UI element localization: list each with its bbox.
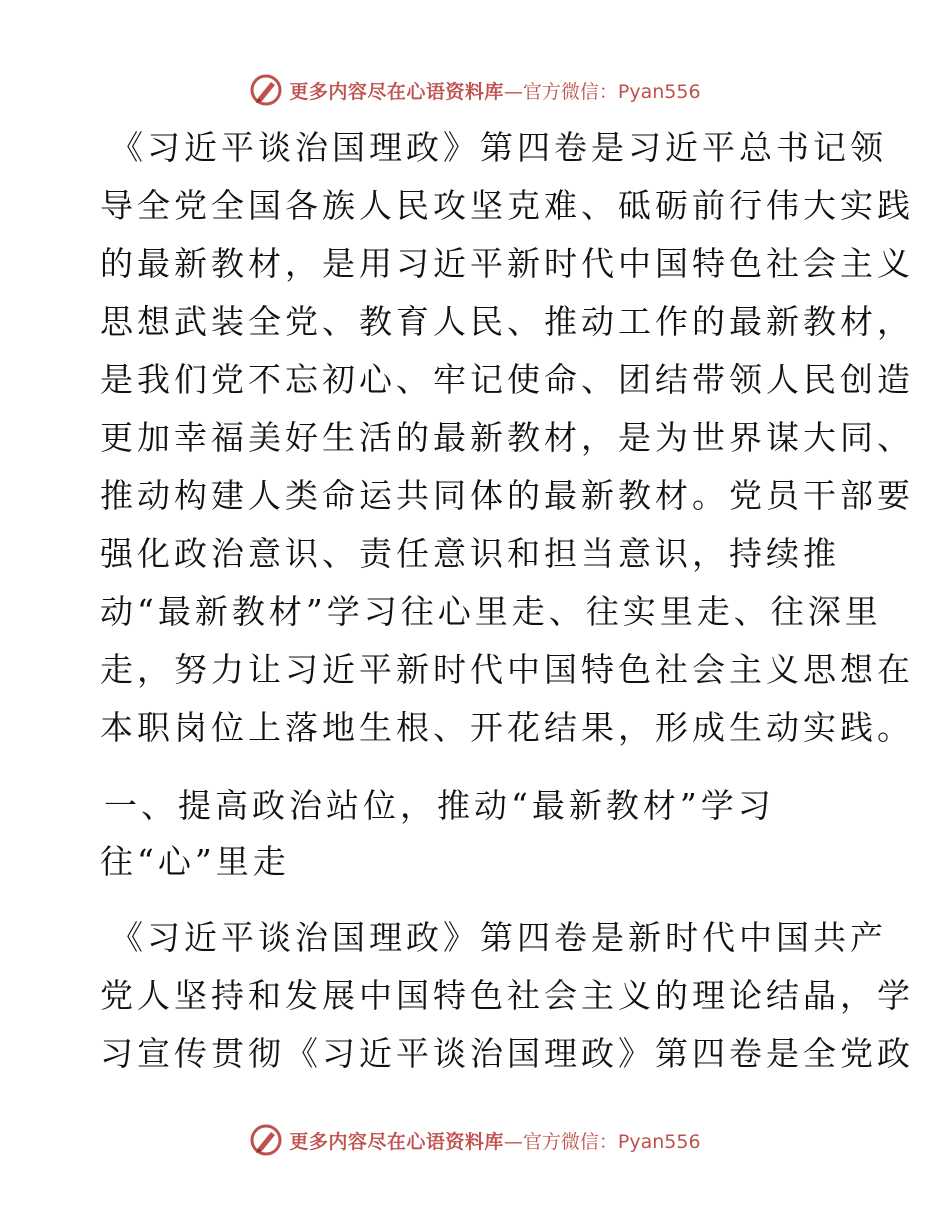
- paragraph-line: 的最新教材，是用习近平新时代中国特色社会主义: [100, 244, 914, 283]
- paragraph-line: 是我们党不忘初心、牢记使命、团结带领人民创造: [100, 360, 914, 399]
- paragraph-line: 本职岗位上落地生根、开花结果，形成生动实践。: [100, 708, 914, 747]
- paragraph-line: 动“最新教材”学习往心里走、往实里走、往深里: [100, 592, 882, 631]
- banner-contact-text: —官方微信：Pyan556: [503, 80, 701, 103]
- banner-site-text: 更多内容尽在心语资料库: [289, 80, 504, 103]
- paragraph-line: 思想武装全党、教育人民、推动工作的最新教材，: [100, 302, 914, 341]
- pen-logo-icon: [249, 1123, 283, 1157]
- paragraph-line: 习宣传贯彻《习近平谈治国理政》第四卷是全党政: [100, 1034, 914, 1073]
- paragraph-line: 《习近平谈治国理政》第四卷是新时代中国共产: [110, 918, 887, 957]
- header-banner: [0, 70, 950, 110]
- paragraph-line: 推动构建人类命运共同体的最新教材。党员干部要: [100, 476, 914, 515]
- paragraph-line: 强化政治意识、责任意识和担当意识，持续推: [100, 534, 840, 573]
- footer-banner: [0, 1120, 950, 1160]
- paragraph-line: 导全党全国各族人民攻坚克难、砥砺前行伟大实践: [100, 186, 914, 225]
- paragraph-line: 《习近平谈治国理政》第四卷是习近平总书记领: [110, 128, 887, 167]
- heading-line: 往“心”里走: [100, 842, 290, 881]
- banner-site-text: 更多内容尽在心语资料库: [289, 1130, 504, 1153]
- banner-contact-text: —官方微信：Pyan556: [503, 1130, 701, 1153]
- heading-line: 一、提高政治站位，推动“最新教材”学习: [104, 786, 775, 825]
- paragraph-line: 走，努力让习近平新时代中国特色社会主义思想在: [100, 650, 914, 689]
- paragraph-line: 更加幸福美好生活的最新教材，是为世界谋大同、: [100, 418, 914, 457]
- paragraph-line: 党人坚持和发展中国特色社会主义的理论结晶，学: [100, 976, 914, 1015]
- pen-logo-icon: [249, 73, 283, 107]
